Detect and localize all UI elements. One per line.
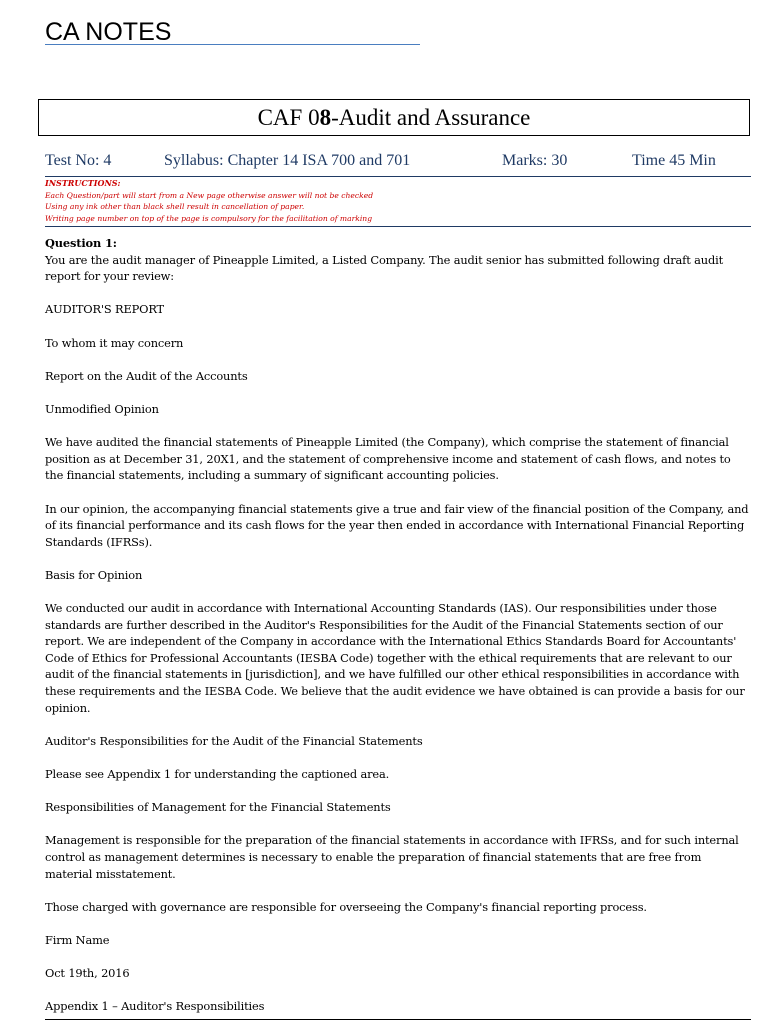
instruction-line: Writing page number on top of the page is compulsory for the facilitation of marking (45, 213, 373, 223)
question-body (45, 235, 751, 1015)
title-prefix: CAF 0 (257, 105, 320, 130)
report-date: Oct 19th, 2016 (45, 966, 130, 981)
time-limit: Time 45 Min (632, 152, 716, 169)
marks: Marks: 30 (502, 152, 568, 169)
title-suffix: -Audit and Assurance (331, 105, 531, 130)
instructions-bottom-rule (45, 226, 751, 227)
opinion-paragraph-2: In our opinion, the accompanying financial statements give a true and fair view of the financial position of the Company, and of its financial performance and its cash flows for the year then ended in accordance with International Financial Reporting Standards (IFRSs). (45, 501, 749, 549)
report-addressee: To whom it may concern (45, 335, 184, 350)
auditor-responsibilities-paragraph: Please see Appendix 1 for understanding the captioned area. (45, 767, 390, 781)
instructions-block (45, 178, 751, 224)
document-title (258, 105, 531, 130)
management-responsibilities-paragraph-2: Those charged with governance are responsible for overseeing the Company's financial reporting process. (45, 899, 647, 914)
instruction-line: Each Question/part will start from a New page otherwise answer will not be checked (45, 190, 374, 200)
management-responsibilities-heading: Responsibilities of Management for the Financial Statements (45, 800, 391, 815)
syllabus: Syllabus: Chapter 14 ISA 700 and 701 (164, 152, 411, 169)
bottom-rule (45, 1019, 751, 1020)
title-bold-digit: 8 (319, 105, 332, 130)
instruction-line: Using any ink other than black shell result in cancellation of paper. (45, 202, 305, 211)
auditor-responsibilities-heading: Auditor's Responsibilities for the Audit of the Financial Statements (45, 733, 423, 748)
question-intro: You are the audit manager of Pineapple Limited, a Listed Company. The audit senior has submitted following draft audit report for your review: (45, 252, 724, 284)
test-number: Test No: 4 (45, 152, 112, 169)
basis-paragraph: We conducted our audit in accordance with International Accounting Standards (IAS). Our responsibilities under those standards are further described in the Auditor's Responsibilities for the Audit of the Financial Statements section of our report. We are independent of the Company in accordance with the International Ethics Standards Board for Accountants' Code of Ethics for Professional Accountants (IESBA Code) together with the ethical requirements that are relevant to our audit of the financial statements in [jurisdiction], and we have fulfilled our other ethical responsibilities in accordance with these requirements and the IESBA Code. We believe that the audit evidence we have obtained is can provide a basis for our opinion. (45, 601, 745, 715)
question-label: Question 1: (45, 236, 117, 250)
basis-heading: Basis for Opinion (45, 567, 143, 582)
firm-name: Firm Name (45, 932, 110, 947)
opinion-heading: Unmodified Opinion (45, 401, 159, 416)
report-title: AUDITOR'S REPORT (45, 302, 164, 317)
appendix-heading: Appendix 1 – Auditor's Responsibilities (45, 999, 265, 1014)
opinion-paragraph-1: We have audited the financial statements of Pineapple Limited (the Company), which comprise the statement of financial position as at December 31, 20X1, and the statement of comprehensive income and statement of cash flows, and notes to the financial statements, including a summary of significant accounting policies. (45, 435, 731, 483)
report-heading: Report on the Audit of the Accounts (45, 368, 248, 383)
instructions-heading: INSTRUCTIONS: (45, 178, 121, 188)
management-responsibilities-paragraph-1: Management is responsible for the preparation of the financial statements in accordance with IFRSs, and for such internal control as management determines is necessary to enable the preparation of financial statements that are free from material misstatement. (45, 833, 739, 881)
header-title: CA NOTES (45, 18, 172, 46)
test-info-row (45, 152, 751, 174)
instructions-top-rule (45, 176, 751, 177)
document-title-box (38, 99, 750, 136)
page-header (45, 17, 420, 45)
